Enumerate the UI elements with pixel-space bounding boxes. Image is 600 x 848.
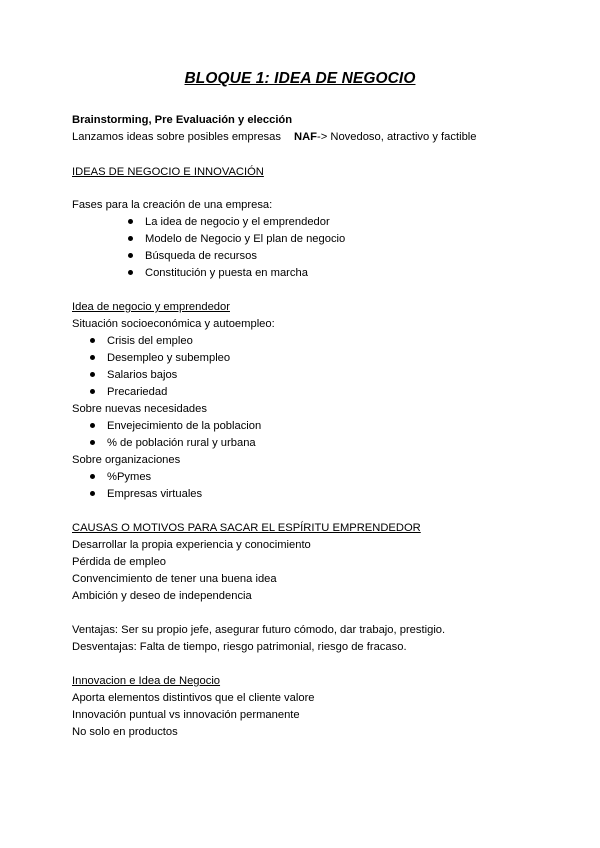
list-item: Modelo de Negocio y El plan de negocio (128, 232, 345, 246)
bullet-icon (90, 338, 95, 343)
list-item: Envejecimiento de la poblacion (90, 419, 261, 433)
list-item: Búsqueda de recursos (128, 249, 257, 263)
phases-intro: Fases para la creación de una empresa: (72, 199, 273, 211)
bullet-icon (128, 236, 133, 241)
bullet-icon (90, 491, 95, 496)
innovacion-line: No solo en productos (72, 726, 178, 738)
desventajas-line: Desventajas: Falta de tiempo, riesgo patrimonial, riesgo de fracaso. (72, 641, 407, 653)
ideas-heading: IDEAS DE NEGOCIO E INNOVACIÓN (72, 166, 264, 178)
brainstorm-line (72, 130, 512, 144)
list-item: Crisis del empleo (90, 334, 193, 348)
brainstorm-heading: Brainstorming, Pre Evaluación y elección (72, 114, 293, 126)
bullet-icon (90, 474, 95, 479)
bullet-icon (128, 219, 133, 224)
list-item: % de población rural y urbana (90, 436, 256, 450)
list-item: %Pymes (90, 470, 151, 484)
list-item: Salarios bajos (90, 368, 177, 382)
organizaciones-intro: Sobre organizaciones (72, 454, 181, 466)
bullet-icon (90, 440, 95, 445)
list-item: Precariedad (90, 385, 167, 399)
causa-line: Pérdida de empleo (72, 556, 166, 568)
brainstorm-text: Lanzamos ideas sobre posibles empresas (72, 131, 281, 143)
innovacion-heading: Innovacion e Idea de Negocio (72, 675, 221, 687)
bullet-icon (90, 372, 95, 377)
bullet-icon (128, 253, 133, 258)
list-item: Empresas virtuales (90, 487, 202, 501)
bullet-icon (128, 270, 133, 275)
innovacion-line: Aporta elementos distintivos que el cliente valore (72, 692, 315, 704)
page-title: BLOQUE 1: IDEA DE NEGOCIO (184, 70, 416, 87)
necesidades-intro: Sobre nuevas necesidades (72, 403, 207, 415)
emprendedor-heading: Idea de negocio y emprendedor (72, 301, 230, 313)
naf-label: NAF (294, 131, 317, 143)
causa-line: Desarrollar la propia experiencia y conocimiento (72, 539, 311, 551)
naf-description: -> Novedoso, atractivo y factible (317, 131, 477, 143)
causas-heading: CAUSAS O MOTIVOS PARA SACAR EL ESPÍRITU EMPRENDEDOR (72, 522, 421, 534)
situacion-intro: Situación socioeconómica y autoempleo: (72, 318, 275, 330)
list-item: La idea de negocio y el emprendedor (128, 215, 330, 229)
list-item: Desempleo y subempleo (90, 351, 230, 365)
causa-line: Convencimiento de tener una buena idea (72, 573, 277, 585)
bullet-icon (90, 389, 95, 394)
innovacion-line: Innovación puntual vs innovación permanente (72, 709, 300, 721)
causa-line: Ambición y deseo de independencia (72, 590, 252, 602)
ventajas-line: Ventajas: Ser su propio jefe, asegurar futuro cómodo, dar trabajo, prestigio. (72, 624, 446, 636)
naf-text (294, 130, 477, 144)
list-item: Constitución y puesta en marcha (128, 266, 308, 280)
bullet-icon (90, 423, 95, 428)
bullet-icon (90, 355, 95, 360)
